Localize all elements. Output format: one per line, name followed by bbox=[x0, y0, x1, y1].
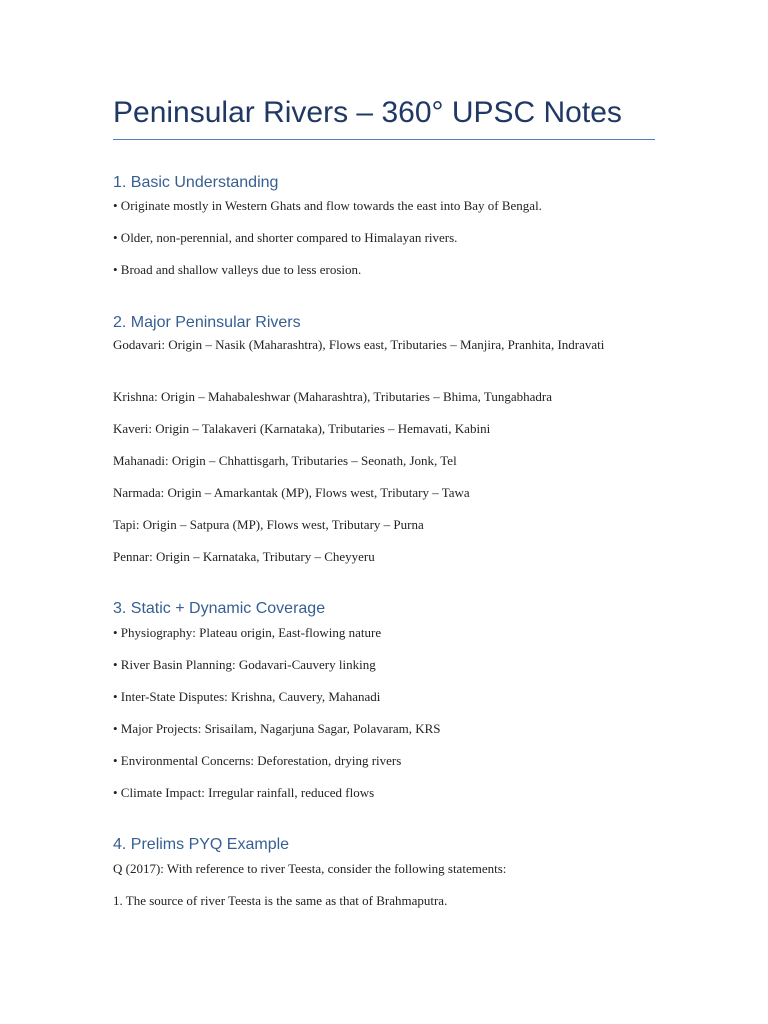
river-tapi: Tapi: Origin – Satpura (MP), Flows west, Tributary – Purna bbox=[113, 517, 424, 532]
pyq-statement-1: 1. The source of river Teesta is the same as that of Brahmaputra. bbox=[113, 893, 448, 908]
section-heading-basic-understanding: 1. Basic Understanding bbox=[113, 174, 279, 191]
coverage-point-1: • Physiography: Plateau origin, East-flowing nature bbox=[113, 625, 382, 640]
river-pennar: Pennar: Origin – Karnataka, Tributary – Cheyyeru bbox=[113, 549, 375, 564]
section-heading-prelims-pyq: 4. Prelims PYQ Example bbox=[113, 836, 290, 853]
coverage-point-4: • Major Projects: Srisailam, Nagarjuna Sagar, Polavaram, KRS bbox=[113, 721, 441, 736]
section-heading-static-dynamic: 3. Static + Dynamic Coverage bbox=[113, 600, 326, 617]
pyq-question: Q (2017): With reference to river Teesta, consider the following statements: bbox=[113, 861, 507, 876]
basic-point-3: • Broad and shallow valleys due to less erosion. bbox=[113, 262, 362, 277]
river-kaveri: Kaveri: Origin – Talakaveri (Karnataka), Tributaries – Hemavati, Kabini bbox=[113, 421, 491, 436]
river-narmada: Narmada: Origin – Amarkantak (MP), Flows west, Tributary – Tawa bbox=[113, 485, 470, 500]
river-krishna: Krishna: Origin – Mahabaleshwar (Maharashtra), Tributaries – Bhima, Tungabhadra bbox=[113, 389, 553, 404]
river-godavari: Godavari: Origin – Nasik (Maharashtra), Flows east, Tributaries – Manjira, Pranhita, Indravati bbox=[113, 337, 605, 352]
basic-point-2: • Older, non-perennial, and shorter compared to Himalayan rivers. bbox=[113, 230, 458, 245]
document-title: Peninsular Rivers – 360° UPSC Notes bbox=[113, 96, 622, 129]
coverage-point-6: • Climate Impact: Irregular rainfall, reduced flows bbox=[113, 785, 375, 800]
coverage-point-5: • Environmental Concerns: Deforestation, drying rivers bbox=[113, 753, 402, 768]
river-mahanadi: Mahanadi: Origin – Chhattisgarh, Tributaries – Seonath, Jonk, Tel bbox=[113, 453, 457, 468]
coverage-point-2: • River Basin Planning: Godavari-Cauvery linking bbox=[113, 657, 376, 672]
basic-point-1: • Originate mostly in Western Ghats and flow towards the east into Bay of Bengal. bbox=[113, 198, 542, 213]
section-heading-major-rivers: 2. Major Peninsular Rivers bbox=[113, 314, 301, 331]
coverage-point-3: • Inter-State Disputes: Krishna, Cauvery, Mahanadi bbox=[113, 689, 381, 704]
title-underline bbox=[113, 139, 655, 140]
